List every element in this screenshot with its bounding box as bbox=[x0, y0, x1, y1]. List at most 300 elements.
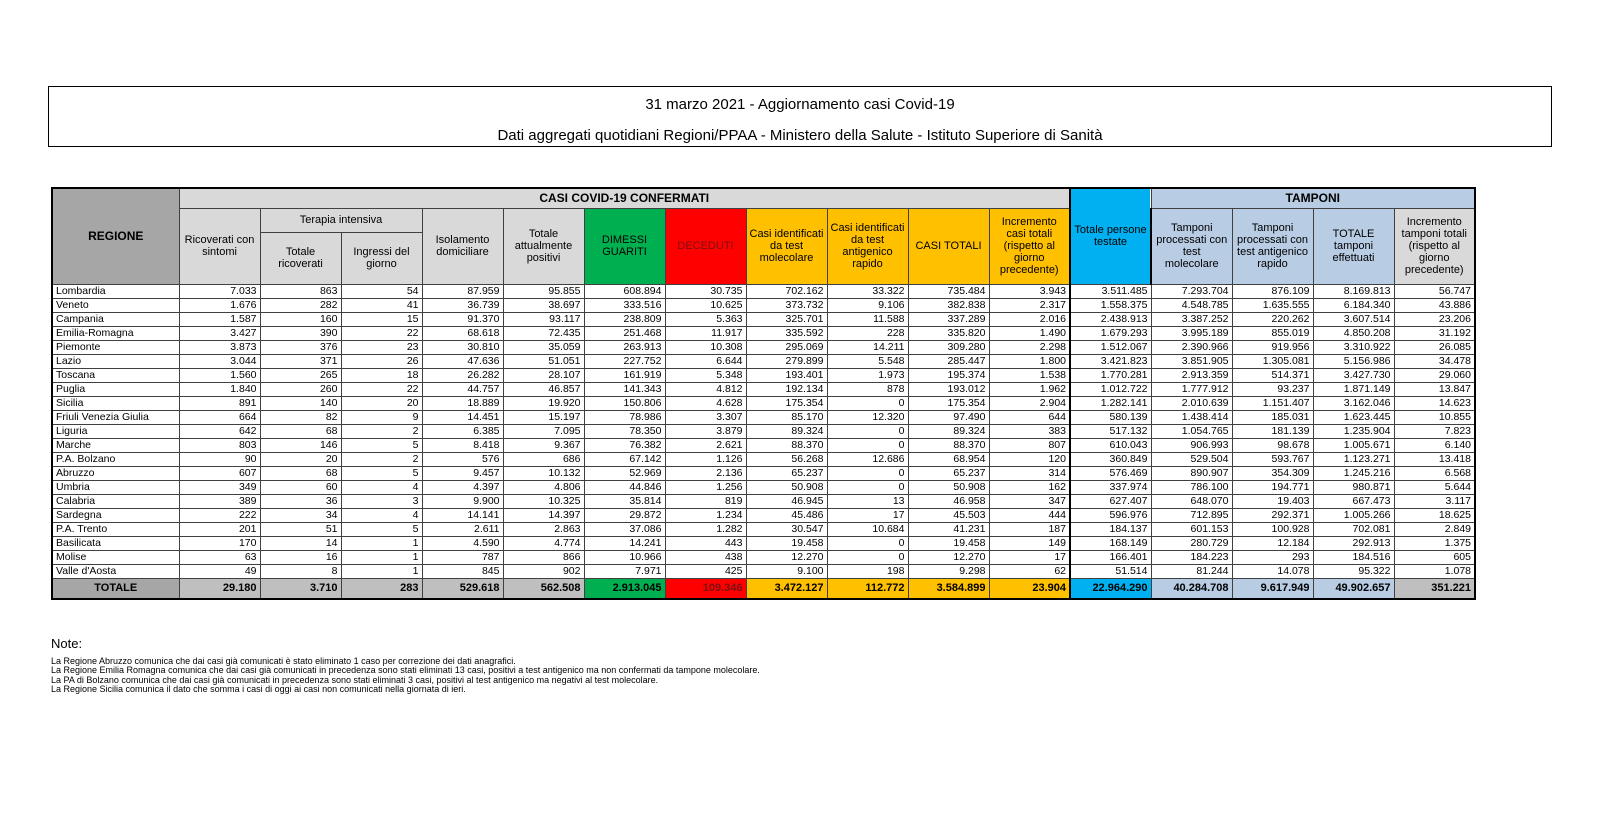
value-cell: 72.435 bbox=[503, 326, 584, 340]
value-cell: 980.871 bbox=[1313, 480, 1394, 494]
value-cell: 166.401 bbox=[1070, 550, 1151, 564]
value-cell: 3.943 bbox=[989, 284, 1070, 298]
value-cell: 1.005.266 bbox=[1313, 508, 1394, 522]
value-cell: 6.184.340 bbox=[1313, 298, 1394, 312]
value-cell: 46.958 bbox=[908, 494, 989, 508]
value-cell: 325.701 bbox=[746, 312, 827, 326]
value-cell: 30.547 bbox=[746, 522, 827, 536]
value-cell: 371 bbox=[260, 354, 341, 368]
value-cell: 383 bbox=[989, 424, 1070, 438]
value-cell: 18.889 bbox=[422, 396, 503, 410]
value-cell: 1.078 bbox=[1394, 564, 1475, 578]
region-name-cell: Piemonte bbox=[52, 340, 179, 354]
value-cell: 349 bbox=[179, 480, 260, 494]
value-cell: 33.322 bbox=[827, 284, 908, 298]
table-row bbox=[52, 368, 1475, 382]
value-cell: 878 bbox=[827, 382, 908, 396]
value-cell: 34 bbox=[260, 508, 341, 522]
value-cell: 15.197 bbox=[503, 410, 584, 424]
value-cell: 170 bbox=[179, 536, 260, 550]
value-cell: 280.729 bbox=[1151, 536, 1232, 550]
value-cell: 19.403 bbox=[1232, 494, 1313, 508]
value-cell: 1.840 bbox=[179, 382, 260, 396]
value-cell: 0 bbox=[827, 424, 908, 438]
value-cell: 227.752 bbox=[584, 354, 665, 368]
total-value-cell: 23.904 bbox=[989, 578, 1070, 599]
value-cell: 1.012.722 bbox=[1070, 382, 1151, 396]
value-cell: 285.447 bbox=[908, 354, 989, 368]
column-header-casi-test-molecolare: Casi identificati da test molecolare bbox=[746, 208, 827, 284]
value-cell: 902 bbox=[503, 564, 584, 578]
value-cell: 67.142 bbox=[584, 452, 665, 466]
value-cell: 2.863 bbox=[503, 522, 584, 536]
value-cell: 1.438.414 bbox=[1151, 410, 1232, 424]
group-header-tamponi: TAMPONI bbox=[1151, 188, 1475, 208]
value-cell: 6.568 bbox=[1394, 466, 1475, 480]
value-cell: 819 bbox=[665, 494, 746, 508]
column-header-regione: REGIONE bbox=[52, 188, 179, 284]
value-cell: 51 bbox=[260, 522, 341, 536]
value-cell: 787 bbox=[422, 550, 503, 564]
value-cell: 1.305.081 bbox=[1232, 354, 1313, 368]
value-cell: 185.031 bbox=[1232, 410, 1313, 424]
value-cell: 2.136 bbox=[665, 466, 746, 480]
value-cell: 265 bbox=[260, 368, 341, 382]
value-cell: 78.986 bbox=[584, 410, 665, 424]
value-cell: 845 bbox=[422, 564, 503, 578]
table-row bbox=[52, 536, 1475, 550]
value-cell: 4.806 bbox=[503, 480, 584, 494]
covid-data-table bbox=[51, 187, 1476, 600]
value-cell: 15 bbox=[341, 312, 422, 326]
table-row bbox=[52, 326, 1475, 340]
value-cell: 9.298 bbox=[908, 564, 989, 578]
value-cell: 1.871.149 bbox=[1313, 382, 1394, 396]
value-cell: 6.644 bbox=[665, 354, 746, 368]
value-cell: 26 bbox=[341, 354, 422, 368]
region-name-cell: Calabria bbox=[52, 494, 179, 508]
value-cell: 382.838 bbox=[908, 298, 989, 312]
value-cell: 3.421.823 bbox=[1070, 354, 1151, 368]
value-cell: 29.872 bbox=[584, 508, 665, 522]
table-row bbox=[52, 508, 1475, 522]
value-cell: 35.814 bbox=[584, 494, 665, 508]
column-header-tamponi-molecolare: Tamponi processati con test molecolare bbox=[1151, 208, 1232, 284]
value-cell: 146 bbox=[260, 438, 341, 452]
total-value-cell: 112.772 bbox=[827, 578, 908, 599]
column-header-totale-ricoverati: Totale ricoverati bbox=[260, 232, 341, 284]
value-cell: 3.387.252 bbox=[1151, 312, 1232, 326]
value-cell: 93.237 bbox=[1232, 382, 1313, 396]
column-header-totale-persone-testate: Totale persone testate bbox=[1070, 188, 1151, 284]
value-cell: 20 bbox=[341, 396, 422, 410]
value-cell: 120 bbox=[989, 452, 1070, 466]
value-cell: 184.137 bbox=[1070, 522, 1151, 536]
value-cell: 7.823 bbox=[1394, 424, 1475, 438]
value-cell: 184.223 bbox=[1151, 550, 1232, 564]
value-cell: 863 bbox=[260, 284, 341, 298]
value-cell: 5 bbox=[341, 438, 422, 452]
total-label-cell: TOTALE bbox=[52, 578, 179, 599]
value-cell: 44.846 bbox=[584, 480, 665, 494]
value-cell: 184.516 bbox=[1313, 550, 1394, 564]
value-cell: 63 bbox=[179, 550, 260, 564]
value-cell: 337.974 bbox=[1070, 480, 1151, 494]
value-cell: 9.367 bbox=[503, 438, 584, 452]
value-cell: 56.747 bbox=[1394, 284, 1475, 298]
value-cell: 30.735 bbox=[665, 284, 746, 298]
value-cell: 14.623 bbox=[1394, 396, 1475, 410]
value-cell: 46.945 bbox=[746, 494, 827, 508]
value-cell: 607 bbox=[179, 466, 260, 480]
table-row bbox=[52, 522, 1475, 536]
region-name-cell: Campania bbox=[52, 312, 179, 326]
total-value-cell: 529.618 bbox=[422, 578, 503, 599]
value-cell: 201 bbox=[179, 522, 260, 536]
value-cell: 90 bbox=[179, 452, 260, 466]
value-cell: 866 bbox=[503, 550, 584, 564]
value-cell: 89.324 bbox=[746, 424, 827, 438]
notes-block bbox=[51, 657, 760, 694]
value-cell: 36 bbox=[260, 494, 341, 508]
value-cell: 193.401 bbox=[746, 368, 827, 382]
value-cell: 593.767 bbox=[1232, 452, 1313, 466]
value-cell: 12.320 bbox=[827, 410, 908, 424]
value-cell: 160 bbox=[260, 312, 341, 326]
value-cell: 9.106 bbox=[827, 298, 908, 312]
value-cell: 1.587 bbox=[179, 312, 260, 326]
region-name-cell: Umbria bbox=[52, 480, 179, 494]
region-name-cell: P.A. Bolzano bbox=[52, 452, 179, 466]
value-cell: 193.012 bbox=[908, 382, 989, 396]
region-name-cell: Puglia bbox=[52, 382, 179, 396]
value-cell: 2.317 bbox=[989, 298, 1070, 312]
total-value-cell: 9.617.949 bbox=[1232, 578, 1313, 599]
title-box bbox=[48, 86, 1552, 147]
table-row bbox=[52, 550, 1475, 564]
value-cell: 56.268 bbox=[746, 452, 827, 466]
value-cell: 9.900 bbox=[422, 494, 503, 508]
value-cell: 2.913.359 bbox=[1151, 368, 1232, 382]
value-cell: 807 bbox=[989, 438, 1070, 452]
value-cell: 335.592 bbox=[746, 326, 827, 340]
table-row bbox=[52, 480, 1475, 494]
value-cell: 605 bbox=[1394, 550, 1475, 564]
total-value-cell: 40.284.708 bbox=[1151, 578, 1232, 599]
value-cell: 11.588 bbox=[827, 312, 908, 326]
note-line: La Regione Emilia Romagna comunica che dai casi già comunicati in precedenza sono stati eliminati 13 casi, positivi a test antigenico ma non confermati da tampone molecolare. bbox=[51, 665, 760, 676]
value-cell: 712.895 bbox=[1151, 508, 1232, 522]
value-cell: 1.126 bbox=[665, 452, 746, 466]
region-name-cell: Valle d'Aosta bbox=[52, 564, 179, 578]
value-cell: 443 bbox=[665, 536, 746, 550]
value-cell: 648.070 bbox=[1151, 494, 1232, 508]
value-cell: 9.457 bbox=[422, 466, 503, 480]
table-row bbox=[52, 312, 1475, 326]
value-cell: 12.270 bbox=[746, 550, 827, 564]
value-cell: 41.231 bbox=[908, 522, 989, 536]
notes-title: Note: bbox=[51, 636, 83, 651]
total-value-cell: 3.472.127 bbox=[746, 578, 827, 599]
table-row bbox=[52, 382, 1475, 396]
value-cell: 68.954 bbox=[908, 452, 989, 466]
value-cell: 228 bbox=[827, 326, 908, 340]
value-cell: 601.153 bbox=[1151, 522, 1232, 536]
value-cell: 292.371 bbox=[1232, 508, 1313, 522]
region-name-cell: Emilia-Romagna bbox=[52, 326, 179, 340]
total-value-cell: 3.710 bbox=[260, 578, 341, 599]
value-cell: 81.244 bbox=[1151, 564, 1232, 578]
value-cell: 1.512.067 bbox=[1070, 340, 1151, 354]
value-cell: 49 bbox=[179, 564, 260, 578]
value-cell: 1.282.141 bbox=[1070, 396, 1151, 410]
value-cell: 3.851.905 bbox=[1151, 354, 1232, 368]
value-cell: 13 bbox=[827, 494, 908, 508]
value-cell: 3.873 bbox=[179, 340, 260, 354]
value-cell: 35.059 bbox=[503, 340, 584, 354]
value-cell: 13.847 bbox=[1394, 382, 1475, 396]
value-cell: 3 bbox=[341, 494, 422, 508]
table-row bbox=[52, 438, 1475, 452]
table-row bbox=[52, 396, 1475, 410]
region-name-cell: Lazio bbox=[52, 354, 179, 368]
region-name-cell: Lombardia bbox=[52, 284, 179, 298]
column-header-dimessi-guariti: DIMESSI GUARITI bbox=[584, 208, 665, 284]
value-cell: 580.139 bbox=[1070, 410, 1151, 424]
value-cell: 5.156.986 bbox=[1313, 354, 1394, 368]
total-value-cell: 49.902.657 bbox=[1313, 578, 1394, 599]
value-cell: 0 bbox=[827, 438, 908, 452]
region-name-cell: Marche bbox=[52, 438, 179, 452]
value-cell: 4.590 bbox=[422, 536, 503, 550]
value-cell: 514.371 bbox=[1232, 368, 1313, 382]
value-cell: 425 bbox=[665, 564, 746, 578]
table-row bbox=[52, 494, 1475, 508]
value-cell: 14.078 bbox=[1232, 564, 1313, 578]
value-cell: 855.019 bbox=[1232, 326, 1313, 340]
total-value-cell: 29.180 bbox=[179, 578, 260, 599]
value-cell: 76.382 bbox=[584, 438, 665, 452]
value-cell: 4.812 bbox=[665, 382, 746, 396]
value-cell: 333.516 bbox=[584, 298, 665, 312]
value-cell: 1.777.912 bbox=[1151, 382, 1232, 396]
value-cell: 14.141 bbox=[422, 508, 503, 522]
value-cell: 1.282 bbox=[665, 522, 746, 536]
value-cell: 3.995.189 bbox=[1151, 326, 1232, 340]
value-cell: 23.206 bbox=[1394, 312, 1475, 326]
table-row bbox=[52, 284, 1475, 298]
column-header-casi-totali: CASI TOTALI bbox=[908, 208, 989, 284]
value-cell: 220.262 bbox=[1232, 312, 1313, 326]
column-header-casi-test-antigenico: Casi identificati da test antigenico rapido bbox=[827, 208, 908, 284]
value-cell: 293 bbox=[1232, 550, 1313, 564]
value-cell: 6.140 bbox=[1394, 438, 1475, 452]
value-cell: 26.085 bbox=[1394, 340, 1475, 354]
column-header-incremento-tamponi: Incremento tamponi totali (rispetto al giorno precedente) bbox=[1394, 208, 1475, 284]
value-cell: 891 bbox=[179, 396, 260, 410]
value-cell: 517.132 bbox=[1070, 424, 1151, 438]
value-cell: 1.151.407 bbox=[1232, 396, 1313, 410]
value-cell: 2 bbox=[341, 424, 422, 438]
value-cell: 45.503 bbox=[908, 508, 989, 522]
column-header-deceduti: DECEDUTI bbox=[665, 208, 746, 284]
column-header-isolamento-domiciliare: Isolamento domiciliare bbox=[422, 208, 503, 284]
value-cell: 10.625 bbox=[665, 298, 746, 312]
value-cell: 16 bbox=[260, 550, 341, 564]
value-cell: 10.325 bbox=[503, 494, 584, 508]
table-row bbox=[52, 340, 1475, 354]
value-cell: 1.560 bbox=[179, 368, 260, 382]
value-cell: 3.607.514 bbox=[1313, 312, 1394, 326]
value-cell: 20 bbox=[260, 452, 341, 466]
value-cell: 168.149 bbox=[1070, 536, 1151, 550]
note-line: La Regione Abruzzo comunica che dai casi già comunicati è stato eliminato 1 caso per correzione dei dati anagrafici. bbox=[51, 656, 516, 666]
value-cell: 19.458 bbox=[746, 536, 827, 550]
value-cell: 97.490 bbox=[908, 410, 989, 424]
value-cell: 3.044 bbox=[179, 354, 260, 368]
value-cell: 7.095 bbox=[503, 424, 584, 438]
value-cell: 3.427 bbox=[179, 326, 260, 340]
value-cell: 54 bbox=[341, 284, 422, 298]
value-cell: 238.809 bbox=[584, 312, 665, 326]
value-cell: 0 bbox=[827, 536, 908, 550]
value-cell: 65.237 bbox=[746, 466, 827, 480]
table-row bbox=[52, 354, 1475, 368]
value-cell: 4.548.785 bbox=[1151, 298, 1232, 312]
value-cell: 1.635.555 bbox=[1232, 298, 1313, 312]
value-cell: 3.879 bbox=[665, 424, 746, 438]
value-cell: 1.256 bbox=[665, 480, 746, 494]
value-cell: 906.993 bbox=[1151, 438, 1232, 452]
value-cell: 187 bbox=[989, 522, 1070, 536]
value-cell: 5 bbox=[341, 522, 422, 536]
value-cell: 1 bbox=[341, 564, 422, 578]
value-cell: 1.234 bbox=[665, 508, 746, 522]
value-cell: 175.354 bbox=[908, 396, 989, 410]
value-cell: 1.623.445 bbox=[1313, 410, 1394, 424]
table-row bbox=[52, 298, 1475, 312]
value-cell: 30.810 bbox=[422, 340, 503, 354]
value-cell: 3.307 bbox=[665, 410, 746, 424]
value-cell: 282 bbox=[260, 298, 341, 312]
value-cell: 12.184 bbox=[1232, 536, 1313, 550]
value-cell: 89.324 bbox=[908, 424, 989, 438]
value-cell: 9.100 bbox=[746, 564, 827, 578]
value-cell: 8.418 bbox=[422, 438, 503, 452]
value-cell: 195.374 bbox=[908, 368, 989, 382]
region-name-cell: Sicilia bbox=[52, 396, 179, 410]
region-name-cell: Friuli Venezia Giulia bbox=[52, 410, 179, 424]
value-cell: 5 bbox=[341, 466, 422, 480]
value-cell: 85.170 bbox=[746, 410, 827, 424]
value-cell: 10.966 bbox=[584, 550, 665, 564]
value-cell: 309.280 bbox=[908, 340, 989, 354]
value-cell: 3.117 bbox=[1394, 494, 1475, 508]
table-row bbox=[52, 452, 1475, 466]
value-cell: 78.350 bbox=[584, 424, 665, 438]
total-value-cell: 562.508 bbox=[503, 578, 584, 599]
value-cell: 149 bbox=[989, 536, 1070, 550]
value-cell: 786.100 bbox=[1151, 480, 1232, 494]
value-cell: 2.849 bbox=[1394, 522, 1475, 536]
table-row bbox=[52, 410, 1475, 424]
table-row bbox=[52, 564, 1475, 578]
value-cell: 18 bbox=[341, 368, 422, 382]
value-cell: 360.849 bbox=[1070, 452, 1151, 466]
value-cell: 2.016 bbox=[989, 312, 1070, 326]
value-cell: 642 bbox=[179, 424, 260, 438]
value-cell: 36.739 bbox=[422, 298, 503, 312]
value-cell: 7.971 bbox=[584, 564, 665, 578]
value-cell: 4 bbox=[341, 508, 422, 522]
value-cell: 444 bbox=[989, 508, 1070, 522]
value-cell: 68 bbox=[260, 466, 341, 480]
value-cell: 181.139 bbox=[1232, 424, 1313, 438]
total-value-cell: 2.913.045 bbox=[584, 578, 665, 599]
value-cell: 876.109 bbox=[1232, 284, 1313, 298]
value-cell: 95.322 bbox=[1313, 564, 1394, 578]
total-value-cell: 22.964.290 bbox=[1070, 578, 1151, 599]
value-cell: 1.800 bbox=[989, 354, 1070, 368]
value-cell: 667.473 bbox=[1313, 494, 1394, 508]
value-cell: 17 bbox=[989, 550, 1070, 564]
value-cell: 9 bbox=[341, 410, 422, 424]
value-cell: 1.973 bbox=[827, 368, 908, 382]
column-header-incremento-casi: Incremento casi totali (rispetto al giorno precedente) bbox=[989, 208, 1070, 284]
value-cell: 644 bbox=[989, 410, 1070, 424]
value-cell: 702.162 bbox=[746, 284, 827, 298]
value-cell: 337.289 bbox=[908, 312, 989, 326]
group-header-casi-confermati: CASI COVID-19 CONFERMATI bbox=[179, 188, 1070, 208]
value-cell: 1.558.375 bbox=[1070, 298, 1151, 312]
value-cell: 2.010.639 bbox=[1151, 396, 1232, 410]
value-cell: 0 bbox=[827, 396, 908, 410]
value-cell: 7.293.704 bbox=[1151, 284, 1232, 298]
value-cell: 198 bbox=[827, 564, 908, 578]
value-cell: 0 bbox=[827, 466, 908, 480]
value-cell: 390 bbox=[260, 326, 341, 340]
value-cell: 12.686 bbox=[827, 452, 908, 466]
value-cell: 60 bbox=[260, 480, 341, 494]
value-cell: 2.621 bbox=[665, 438, 746, 452]
value-cell: 686 bbox=[503, 452, 584, 466]
value-cell: 354.309 bbox=[1232, 466, 1313, 480]
total-row bbox=[52, 578, 1475, 599]
value-cell: 610.043 bbox=[1070, 438, 1151, 452]
value-cell: 4.850.208 bbox=[1313, 326, 1394, 340]
value-cell: 98.678 bbox=[1232, 438, 1313, 452]
value-cell: 22 bbox=[341, 382, 422, 396]
total-value-cell: 109.346 bbox=[665, 578, 746, 599]
column-header-ingressi-del-giorno: Ingressi del giorno bbox=[341, 232, 422, 284]
region-name-cell: Veneto bbox=[52, 298, 179, 312]
value-cell: 335.820 bbox=[908, 326, 989, 340]
region-name-cell: Molise bbox=[52, 550, 179, 564]
region-name-cell: Toscana bbox=[52, 368, 179, 382]
value-cell: 251.468 bbox=[584, 326, 665, 340]
value-cell: 23 bbox=[341, 340, 422, 354]
value-cell: 175.354 bbox=[746, 396, 827, 410]
value-cell: 2.438.913 bbox=[1070, 312, 1151, 326]
total-value-cell: 351.221 bbox=[1394, 578, 1475, 599]
value-cell: 88.370 bbox=[746, 438, 827, 452]
value-cell: 13.418 bbox=[1394, 452, 1475, 466]
value-cell: 162 bbox=[989, 480, 1070, 494]
value-cell: 314 bbox=[989, 466, 1070, 480]
value-cell: 376 bbox=[260, 340, 341, 354]
value-cell: 87.959 bbox=[422, 284, 503, 298]
value-cell: 14.397 bbox=[503, 508, 584, 522]
